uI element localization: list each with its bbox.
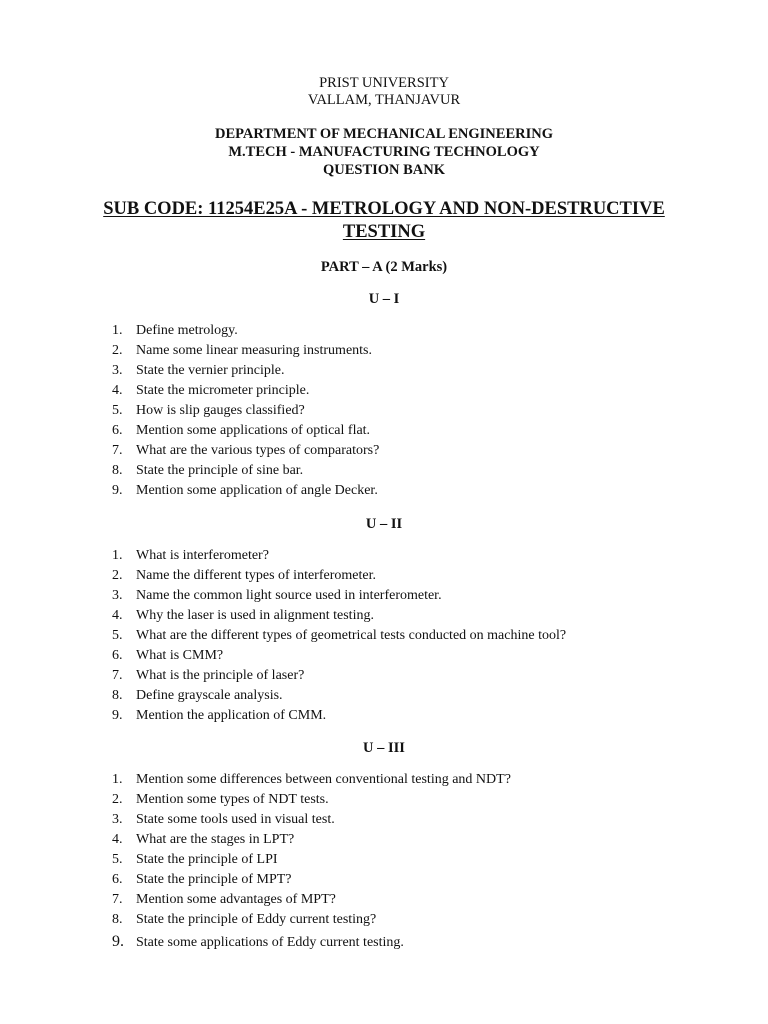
- question-text: State the principle of LPI: [136, 852, 278, 867]
- question-item: [112, 790, 511, 810]
- question-item: [112, 606, 566, 626]
- question-text: Mention some types of NDT tests.: [136, 792, 329, 807]
- question-text: Mention some advantages of MPT?: [136, 892, 336, 907]
- question-text: State some applications of Eddy current testing.: [136, 935, 404, 950]
- question-text: Mention the application of CMM.: [136, 708, 327, 723]
- question-item: [112, 586, 566, 606]
- question-text: Define metrology.: [136, 323, 238, 338]
- question-text: State the micrometer principle.: [136, 383, 310, 398]
- question-item: [112, 361, 379, 381]
- question-number: 5.: [112, 628, 123, 643]
- question-item: [112, 706, 566, 726]
- question-text: Mention some applications of optical flat.: [136, 423, 371, 438]
- question-list: [112, 546, 566, 726]
- question-number: 6.: [112, 423, 123, 438]
- question-item: [112, 546, 566, 566]
- question-text: What is the principle of laser?: [136, 668, 305, 683]
- university-block: [0, 75, 768, 109]
- question-number: 6.: [112, 648, 123, 663]
- question-item: [112, 626, 566, 646]
- university-name: PRIST UNIVERSITY: [319, 75, 449, 91]
- university-location: VALLAM, THANJAVUR: [307, 92, 461, 108]
- question-number: 4.: [112, 832, 123, 847]
- question-text: What are the different types of geometrical tests conducted on machine tool?: [136, 628, 567, 643]
- question-item: [112, 770, 511, 790]
- question-text: State the principle of Eddy current testing?: [136, 912, 377, 927]
- question-number: 7.: [112, 443, 123, 458]
- question-number: 2.: [112, 792, 123, 807]
- unit-heading: U – III: [363, 740, 405, 756]
- subject-title-line2: TESTING: [342, 222, 426, 242]
- question-list: [112, 321, 379, 501]
- question-text: Define grayscale analysis.: [136, 688, 283, 703]
- question-list: [112, 770, 511, 952]
- question-text: Name the different types of interferometer.: [136, 568, 376, 583]
- question-number: 8.: [112, 912, 123, 927]
- question-text: State the principle of MPT?: [136, 872, 292, 887]
- question-item: [112, 341, 379, 361]
- question-item: [112, 870, 511, 890]
- question-text: What is interferometer?: [136, 548, 269, 563]
- unit-heading: U – I: [368, 291, 400, 307]
- question-number: 9.: [112, 708, 123, 723]
- question-number: 1.: [112, 548, 123, 563]
- question-number: 3.: [112, 363, 123, 378]
- question-item: [112, 421, 379, 441]
- question-item: [112, 566, 566, 586]
- question-text: Why the laser is used in alignment testing.: [136, 608, 374, 623]
- question-item: [112, 461, 379, 481]
- question-number: 3.: [112, 588, 123, 603]
- part-heading: PART – A (2 Marks): [320, 259, 448, 275]
- question-item: [112, 381, 379, 401]
- question-item: [112, 850, 511, 870]
- question-text: Mention some application of angle Decker.: [136, 483, 378, 498]
- document-type: QUESTION BANK: [322, 162, 446, 178]
- question-text: Name some linear measuring instruments.: [136, 343, 372, 358]
- department-name: DEPARTMENT OF MECHANICAL ENGINEERING: [215, 126, 553, 142]
- question-text: How is slip gauges classified?: [136, 403, 305, 418]
- question-item: [112, 441, 379, 461]
- question-number: 5.: [112, 852, 123, 867]
- question-item: [112, 910, 511, 930]
- question-item: [112, 321, 379, 341]
- question-number: 9.: [112, 933, 124, 950]
- programme-name: M.TECH - MANUFACTURING TECHNOLOGY: [228, 144, 540, 160]
- question-text: State some tools used in visual test.: [136, 812, 335, 827]
- question-item: [112, 890, 511, 910]
- question-text: Name the common light source used in interferometer.: [136, 588, 442, 603]
- question-number: 1.: [112, 772, 123, 787]
- question-item: [112, 810, 511, 830]
- question-text: What is CMM?: [136, 648, 224, 663]
- question-item: [112, 830, 511, 850]
- question-number: 9.: [112, 483, 123, 498]
- question-number: 6.: [112, 872, 123, 887]
- question-number: 8.: [112, 463, 123, 478]
- question-item: [112, 686, 566, 706]
- question-number: 5.: [112, 403, 123, 418]
- question-text: State the principle of sine bar.: [136, 463, 304, 478]
- subject-title: [0, 198, 768, 244]
- question-text: State the vernier principle.: [136, 363, 285, 378]
- question-text: What are the various types of comparators?: [136, 443, 380, 458]
- question-item: [112, 666, 566, 686]
- question-number: 4.: [112, 608, 123, 623]
- question-item: [112, 646, 566, 666]
- question-number: 3.: [112, 812, 123, 827]
- question-item: [112, 401, 379, 421]
- question-number: 1.: [112, 323, 123, 338]
- question-item: [112, 930, 511, 952]
- question-number: 7.: [112, 668, 123, 683]
- question-number: 7.: [112, 892, 123, 907]
- question-text: What are the stages in LPT?: [136, 832, 295, 847]
- subject-title-line1: SUB CODE: 11254E25A - METROLOGY AND NON-DESTRUCTIVE: [103, 199, 665, 219]
- department-block: [0, 126, 768, 180]
- unit-heading: U – II: [365, 516, 403, 532]
- question-number: 2.: [112, 568, 123, 583]
- question-number: 8.: [112, 688, 123, 703]
- question-item: [112, 481, 379, 501]
- question-number: 4.: [112, 383, 123, 398]
- question-text: Mention some differences between conventional testing and NDT?: [136, 772, 511, 787]
- question-number: 2.: [112, 343, 123, 358]
